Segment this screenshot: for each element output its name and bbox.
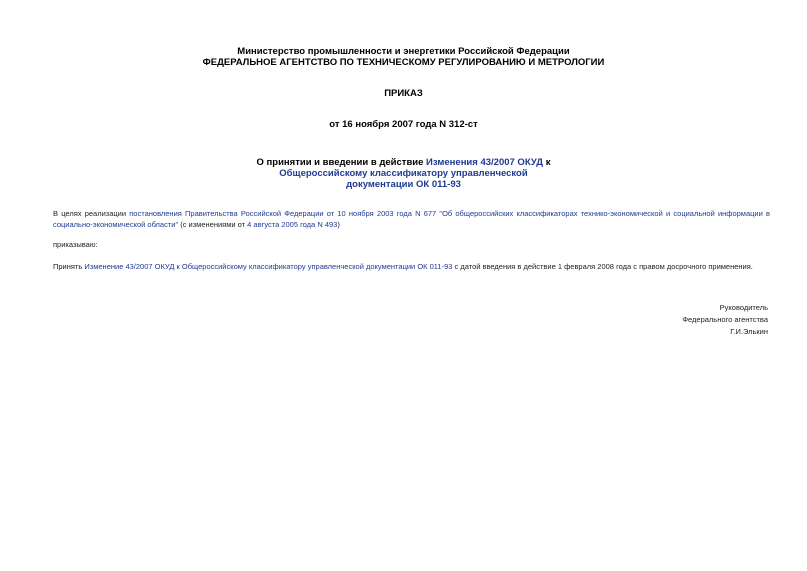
para1-suffix: ) (337, 220, 340, 229)
para1-mid: (с изменениями от (178, 220, 248, 229)
signature-name: Г.И.Элькин (730, 327, 768, 336)
doc-type-heading: ПРИКАЗ (384, 88, 423, 99)
para1-link-amendment[interactable]: 4 августа 2005 года N 493 (247, 220, 338, 229)
signature-agency: Федерального агентства (682, 315, 768, 324)
body-paragraph-2 (53, 261, 773, 272)
ministry-name: Министерство промышленности и энергетики Российской Федерации (237, 46, 570, 57)
doc-date-number: от 16 ноября 2007 года N 312-ст (329, 119, 478, 130)
body-paragraph-1 (53, 208, 770, 230)
para1-link-resolution[interactable]: постановления Правительства Российской Федерации от 10 ноября 2003 года N 677 "Об общероссийских классификаторах технико-экономической и социальной информации в социально-экономической области" (53, 209, 770, 229)
doc-title-line3 (0, 179, 807, 191)
title-link-change[interactable]: Изменения 43/2007 ОКУД (426, 157, 544, 168)
order-word: приказываю: (53, 240, 98, 249)
para2-prefix: Принять (53, 262, 85, 271)
signature-title: Руководитель (719, 303, 768, 312)
para2-suffix: с датой введения в действие 1 февраля 2008 года с правом досрочного применения. (452, 262, 753, 271)
agency-name: ФЕДЕРАЛЬНОЕ АГЕНТСТВО ПО ТЕХНИЧЕСКОМУ РЕГУЛИРОВАНИЮ И МЕТРОЛОГИИ (202, 57, 605, 68)
para2-link-change[interactable]: Изменение 43/2007 ОКУД к Общероссийскому классификатору управленческой документации ОК 011-93 (84, 262, 453, 271)
title-link-classifier-1[interactable]: Общероссийскому классификатору управленческой (279, 168, 528, 179)
para1-prefix: В целях реализации (53, 209, 130, 218)
title-link-classifier-2[interactable]: документации ОК 011-93 (346, 179, 461, 190)
title-mid: к (543, 157, 551, 168)
title-prefix: О принятии и введении в действие (256, 157, 427, 168)
